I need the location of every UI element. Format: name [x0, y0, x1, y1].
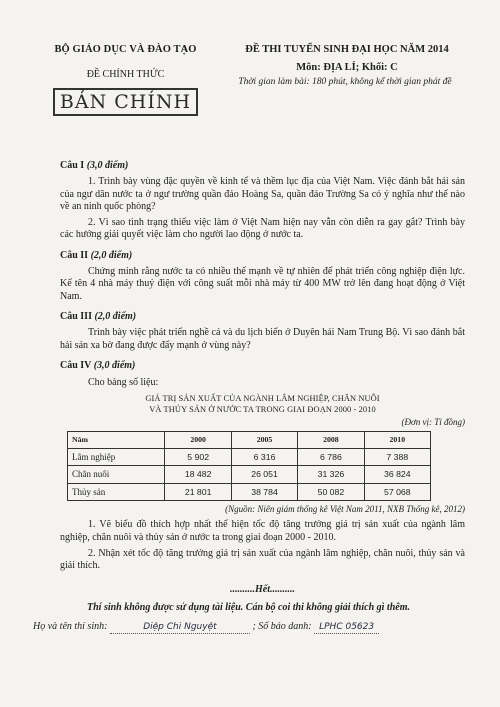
row-label: Lâm nghiệp: [68, 449, 165, 466]
question-2-points: (2,0 điểm): [90, 249, 133, 261]
table-unit: (Đơn vị: Tỉ đồng): [401, 417, 465, 428]
table-cell: 57 068: [364, 483, 430, 500]
exam-subject: Môn: ĐỊA LÍ; Khối: C: [296, 62, 398, 73]
candidate-id-label: ; Số báo danh:: [252, 621, 312, 633]
table-cell: 50 082: [298, 483, 364, 500]
table-cell: 26 051: [231, 466, 297, 483]
table-cell: 6 786: [298, 449, 364, 466]
exam-title: ĐỀ THI TUYỂN SINH ĐẠI HỌC NĂM 2014: [245, 44, 449, 55]
header-left: [38, 44, 213, 116]
table-title-line-1: GIÁ TRỊ SẢN XUẤT CỦA NGÀNH LÂM NGHIỆP, CHĂN NUÔI: [145, 394, 380, 404]
question-3-text: Trình bày việc phát triển nghề cá và du lịch biển ở Duyên hải Nam Trung Bộ. Vì sao đánh bắt hải sản xa bờ đang được đẩy mạnh ở vùng này?: [60, 327, 465, 351]
exam-time: Thời gian làm bài: 180 phút, không kể thời gian phát đề: [238, 77, 452, 87]
question-1-points: (3,0 điểm): [86, 160, 129, 171]
question-1-part-2: 2. Vì sao tình trạng thiếu việc làm ở Việt Nam hiện nay vẫn còn diễn ra gay gắt? Trình bày các hướng giải quyết việc làm cho người lao động ở nước ta.: [60, 217, 465, 241]
official-label: ĐỀ CHÍNH THỨC: [86, 69, 165, 80]
question-3-label: Câu III: [60, 310, 92, 322]
table-row: [68, 449, 431, 466]
question-4-label: Câu IV: [60, 359, 92, 371]
column-header: 2008: [298, 431, 364, 448]
table-cell: 5 902: [165, 449, 231, 466]
table-cell: 6 316: [231, 449, 297, 466]
question-4-part-2: 2. Nhận xét tốc độ tăng trưởng giá trị sản xuất của ngành lâm nghiệp, chăn nuôi, thủy sản và giải thích.: [60, 547, 465, 572]
column-header: 2000: [165, 431, 231, 448]
question-4-intro: Cho bảng số liệu:: [88, 377, 159, 389]
table-header-row: [68, 431, 431, 448]
header-right: [222, 44, 472, 87]
row-label: Chăn nuôi: [68, 466, 165, 483]
table-cell: 18 482: [165, 466, 231, 483]
table-title: [60, 393, 465, 415]
question-1-title: [60, 160, 465, 172]
question-3-points: (2,0 điểm): [94, 310, 137, 322]
question-1-part-1: 1. Trình bày vùng đặc quyền về kinh tế và thềm lục địa của Việt Nam. Việc đánh bắt hải sản của ngư dân nước ta ở ngư trường quần đảo Hoàng Sa, quần đảo Trường Sa có ý nghĩa như thế nào về an ninh quốc phòng?: [60, 176, 465, 212]
table-row: [68, 483, 431, 500]
column-header: 2010: [364, 431, 430, 448]
question-4-part-1: 1. Vẽ biểu đồ thích hợp nhất thể hiện tốc độ tăng trưởng giá trị sản xuất của ngành lâm nghiệp, chăn nuôi và thủy sản ở nước ta trong giai đoạn 2000 - 2010.: [60, 519, 465, 543]
original-stamp: BẢN CHÍNH: [53, 88, 198, 116]
table-cell: 31 326: [298, 466, 364, 483]
column-header: 2005: [231, 431, 297, 448]
table-cell: 21 801: [165, 483, 231, 500]
candidate-id-handwritten: LPHC 05623: [314, 621, 379, 634]
question-2-label: Câu II: [60, 249, 89, 261]
table-cell: 38 784: [231, 483, 297, 500]
data-table: [67, 431, 431, 501]
question-1-label: Câu I: [60, 160, 85, 171]
exam-body: [33, 152, 465, 634]
question-3-title: [60, 311, 465, 323]
candidate-name-label: Họ và tên thí sinh:: [33, 621, 108, 633]
table-cell: 36 824: [364, 466, 430, 483]
candidate-name-handwritten: Diệp Chi Nguyệt: [110, 621, 250, 634]
ministry-name: BỘ GIÁO DỤC VÀ ĐÀO TẠO: [54, 44, 197, 55]
question-2-title: [60, 250, 465, 262]
table-cell: 7 388: [364, 449, 430, 466]
table-title-line-2: VÀ THỦY SẢN Ở NƯỚC TA TRONG GIAI ĐOẠN 2000 - 2010: [149, 405, 376, 415]
end-marker: ..........Hết..........: [230, 584, 295, 596]
row-label: Thủy sản: [68, 483, 165, 500]
candidate-note: Thí sinh không được sử dụng tài liệu. Cán bộ coi thi không giải thích gì thêm.: [87, 601, 410, 613]
question-4-points: (3,0 điểm): [93, 359, 136, 371]
question-4-title: [60, 360, 465, 372]
table-row: [68, 466, 431, 483]
candidate-info: [33, 621, 465, 634]
question-2-text: Chứng minh rằng nước ta có nhiều thế mạnh về tự nhiên để phát triển công nghiệp điện lực. Kể tên 4 nhà máy thuỷ điện với công suất mỗi nhà máy từ 400 MW trở lên đang hoạt động ở Việt Nam.: [60, 266, 465, 302]
column-header: Năm: [68, 431, 165, 448]
table-source: (Nguồn: Niên giám thống kê Việt Nam 2011, NXB Thống kê, 2012): [225, 503, 465, 514]
